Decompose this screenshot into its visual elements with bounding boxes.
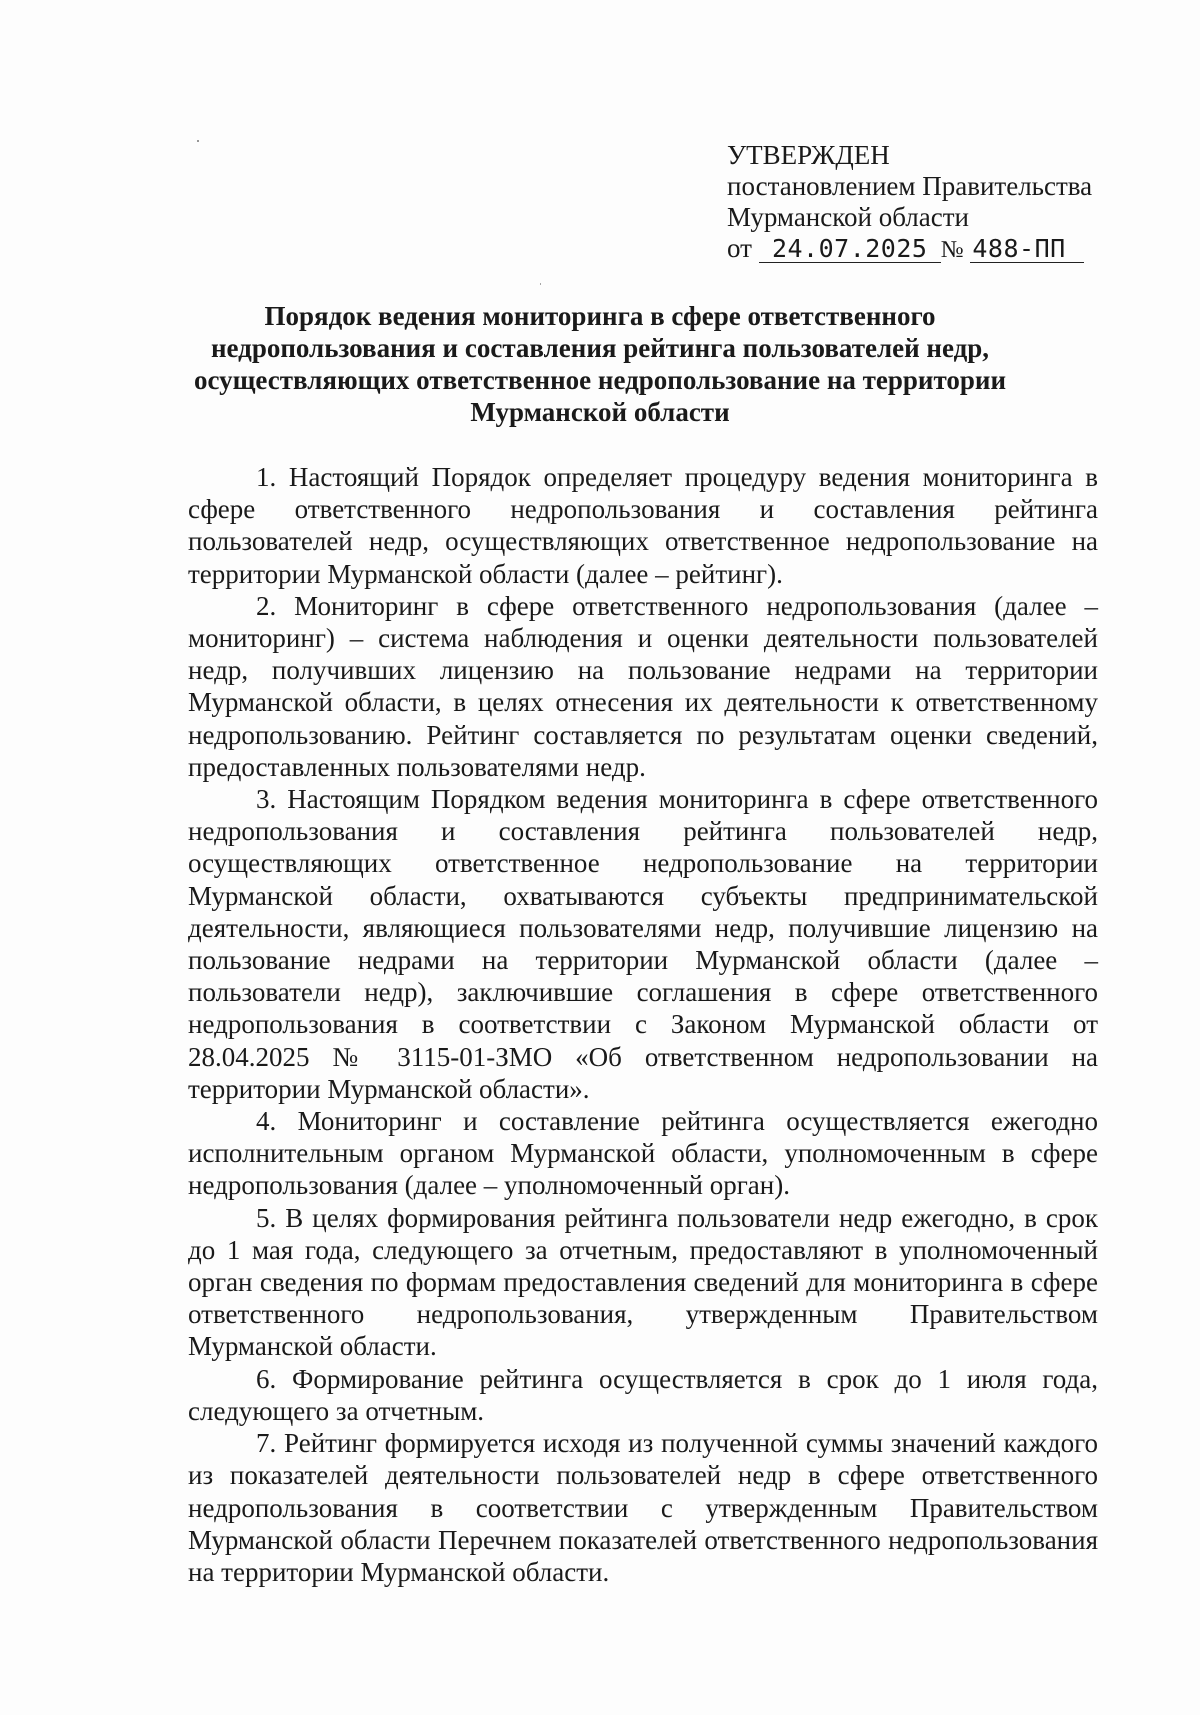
title-line-2: недропользования и составления рейтинга пользователей недр,: [210, 333, 990, 363]
scan-speck: [540, 283, 541, 285]
approval-number: 488-ПП: [970, 236, 1084, 263]
paragraph-7: 7. Рейтинг формируется исходя из полученной суммы значений каждого из показателей деятельности пользователей недр в сфере ответственного недропользования в соответствии с утвержденным Правительством Мурманской области Перечнем показателей ответственного недропользования на территории Мурманской области.: [188, 1428, 1098, 1587]
title-line-1: Порядок ведения мониторинга в сфере ответственного: [264, 301, 936, 331]
scan-speck: [197, 140, 199, 142]
paragraph-6: 6. Формирование рейтинга осуществляется в срок до 1 июля года, следующего за отчетным.: [188, 1363, 1098, 1426]
approval-heading: УТВЕРЖДЕН: [727, 140, 890, 170]
approval-date-prefix: от: [727, 233, 752, 263]
approval-stamp-block: [727, 140, 1147, 266]
approval-date: 24.07.2025: [759, 236, 941, 263]
approval-line-2: Мурманской области: [727, 202, 969, 232]
paragraph-5: 5. В целях формирования рейтинга пользователи недр ежегодно, в срок до 1 мая года, следующего за отчетным, предоставляют в уполномоченный орган сведения по формам предоставления сведений для мониторинга в сфере ответственного недропользования, утвержденным Правительством Мурманской области.: [188, 1202, 1098, 1362]
paragraph-3: 3. Настоящим Порядком ведения мониторинга в сфере ответственного недропользования и составления рейтинга пользователей недр, осуществляющих ответственное недропользование на территории Мурманской области, охватываются субъекты предпринимательской деятельности, являющиеся пользователями недр, получившие лицензию на пользование недрами на территории Мурманской области (далее – пользователи недр), заключившие соглашения в сфере ответственного недропользования в соответствии с Законом Мурманской области от 28.04.2025 № 3115-01-ЗМО «Об ответственном недропользовании на территории Мурманской области».: [188, 784, 1098, 1104]
approval-date-row: [727, 233, 1147, 266]
title-line-3: осуществляющих ответственное недропользование на территории: [193, 365, 1007, 395]
approval-line-1: постановлением Правительства: [727, 171, 1093, 201]
document-title: [160, 300, 1040, 428]
paragraph-1: 1. Настоящий Порядок определяет процедуру ведения мониторинга в сфере ответственного недропользования и составления рейтинга пользователей недр, осуществляющих ответственное недропользование на территории Мурманской области (далее – рейтинг).: [188, 462, 1098, 589]
document-body: [188, 461, 1098, 1588]
paragraph-4: 4. Мониторинг и составление рейтинга осуществляется ежегодно исполнительным органом Мурманской области, уполномоченным в сфере недропользования (далее – уполномоченный орган).: [188, 1106, 1098, 1201]
title-line-4: Мурманской области: [470, 397, 730, 427]
approval-number-sign: №: [940, 237, 964, 263]
paragraph-2: 2. Мониторинг в сфере ответственного недропользования (далее – мониторинг) – система наблюдения и оценки деятельности пользователей недр, получивших лицензию на пользование недрами на территории Мурманской области, в целях отнесения их деятельности к ответственному недропользованию. Рейтинг составляется по результатам оценки сведений, предоставленных пользователями недр.: [188, 590, 1098, 782]
